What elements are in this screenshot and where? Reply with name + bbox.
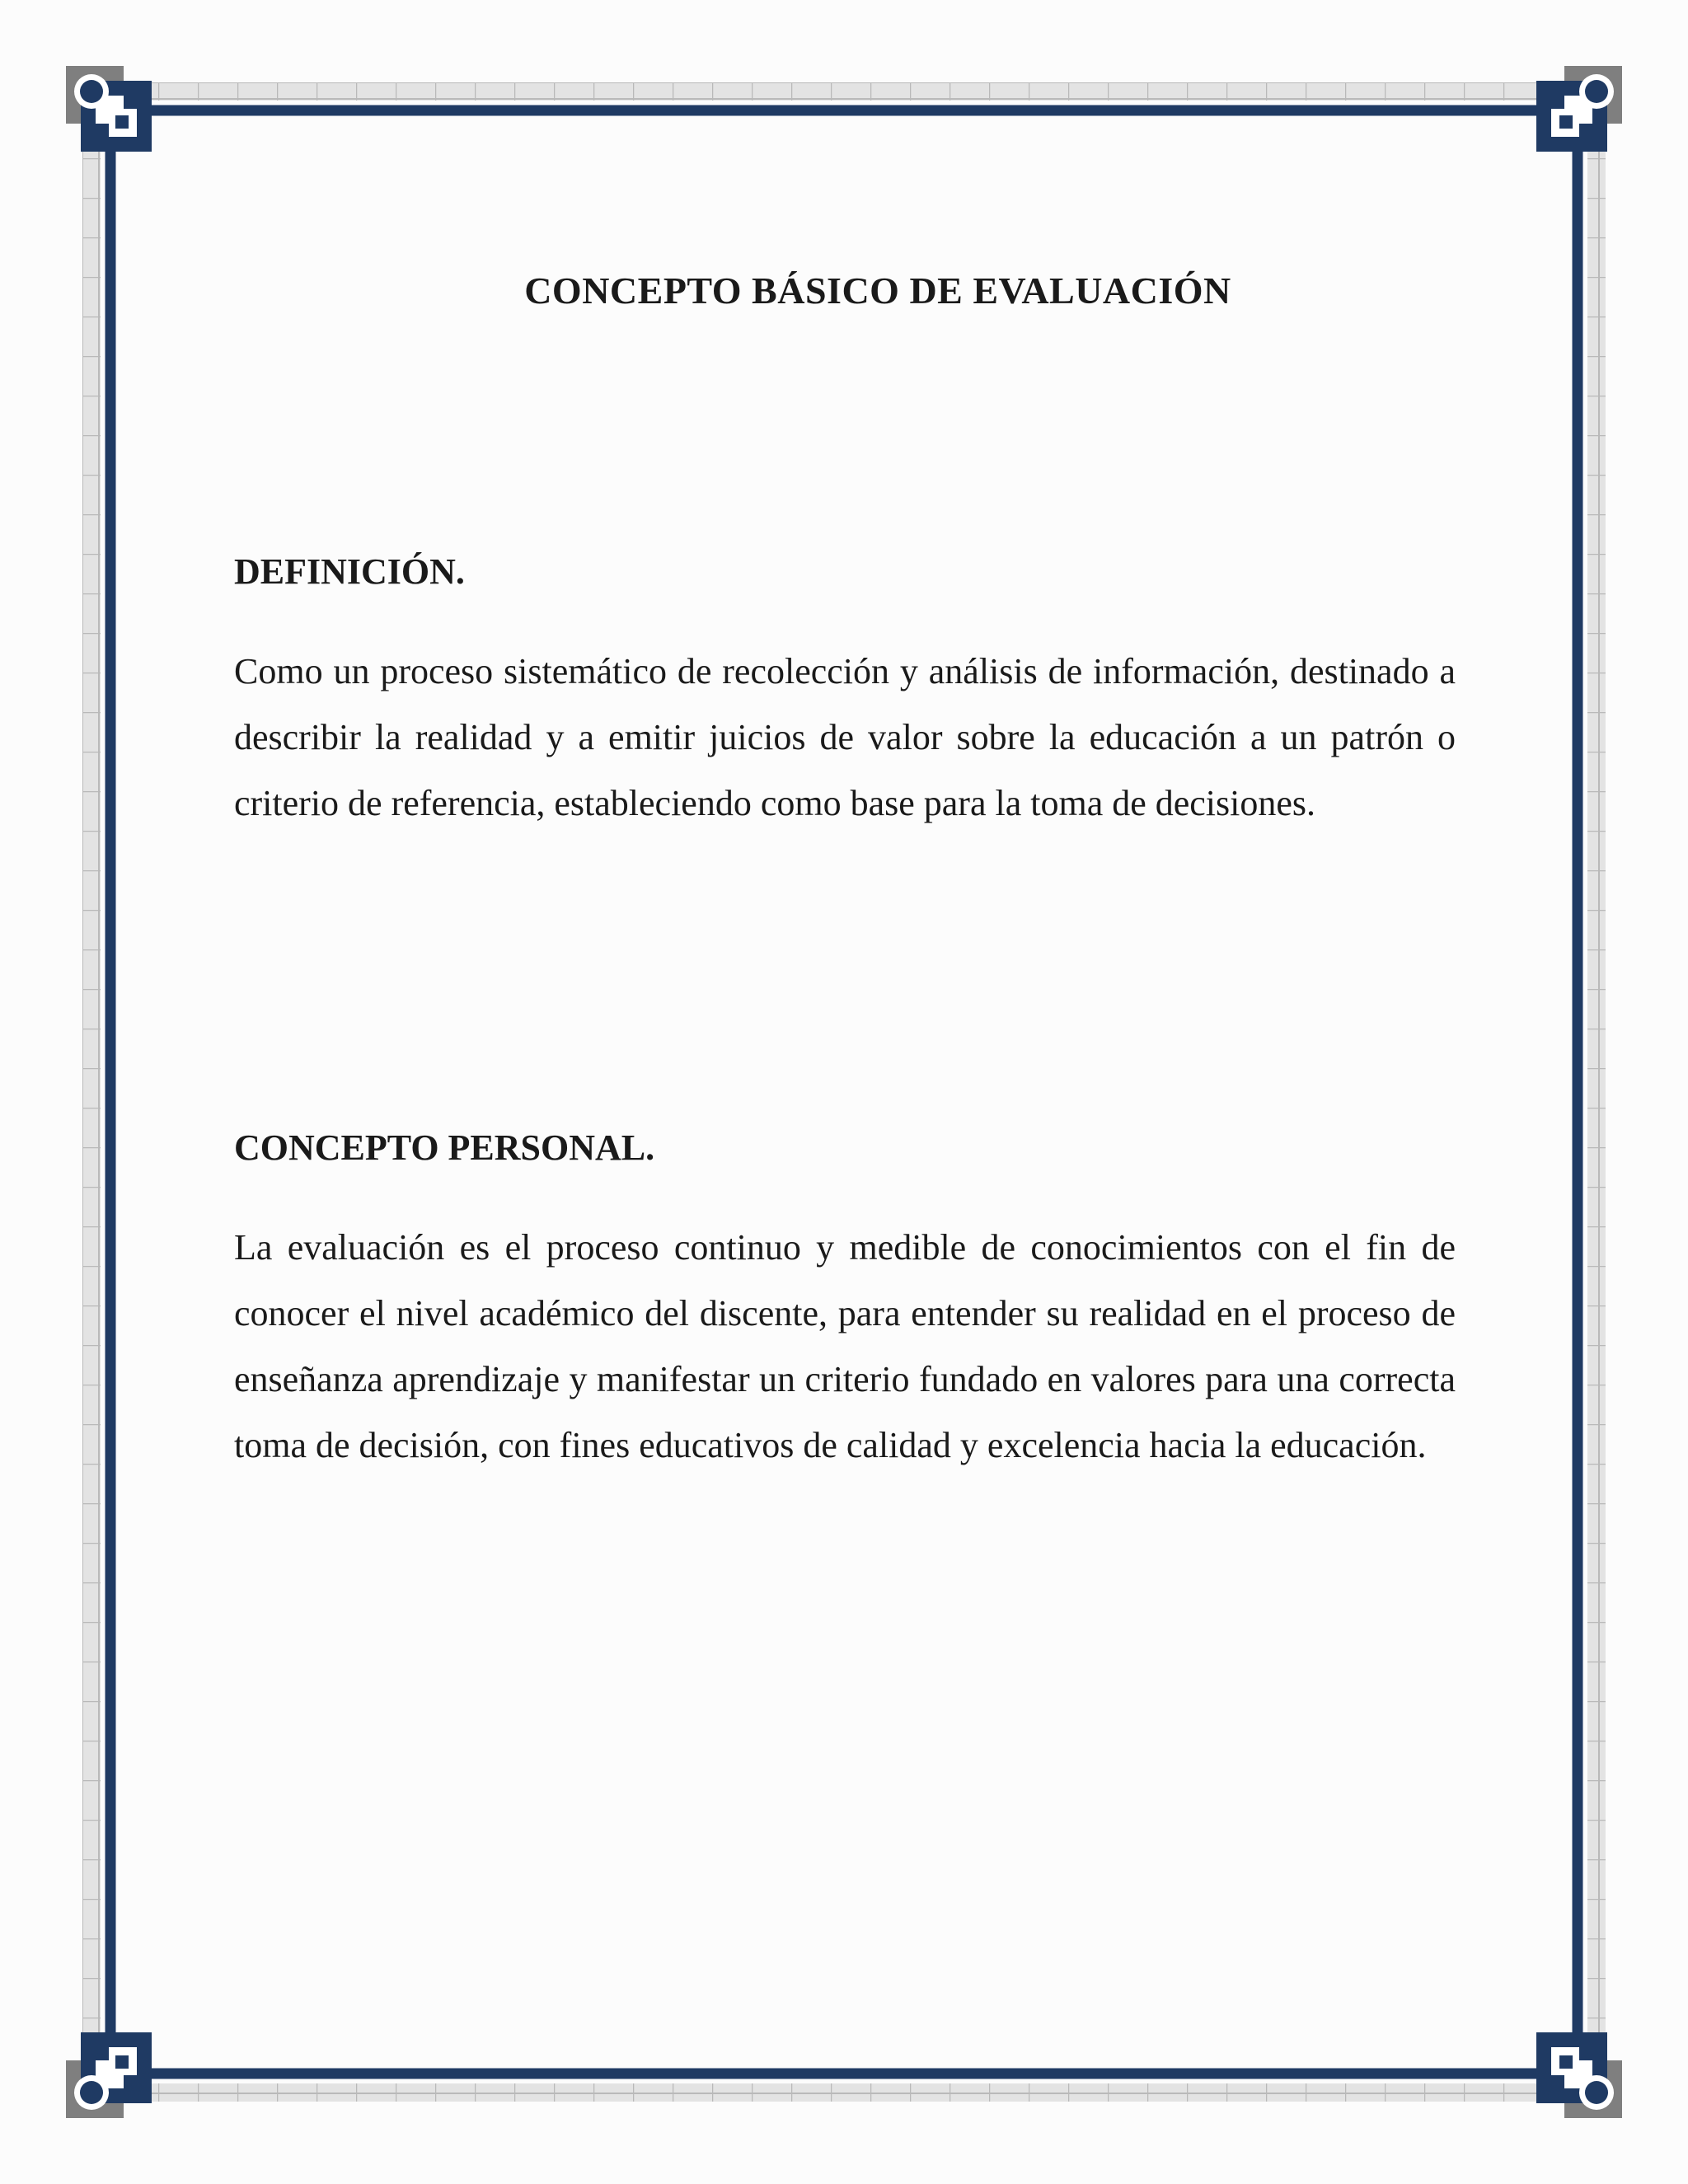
border-tiles-left: [82, 124, 101, 2060]
section-heading-concepto-personal: CONCEPTO PERSONAL.: [234, 1127, 655, 1168]
section-heading-definicion: DEFINICIÓN.: [234, 551, 465, 592]
border-tiles-top: [124, 82, 1564, 101]
section-body-concepto-personal: La evaluación es el proceso continuo y medible de conocimientos con el fin de conocer el nivel académico del discente, para entender su realidad en el proceso de enseñanza aprendizaje y manifestar un criterio fundado en valores para una correcta toma de decisión, con fines educativos de calidad y excelencia hacia la educación.: [234, 1227, 1456, 1465]
border-navy-frame: [110, 110, 1578, 2074]
corner-ornament-top-left: [66, 66, 152, 152]
section-body-definicion: Como un proceso sistemático de recolección y análisis de información, destinado a describir la realidad y a emitir juicios de valor sobre la educación a un patrón o criterio de referencia, estableciendo como base para la toma de decisiones.: [234, 651, 1456, 823]
corner-ornament-bottom-right: [1536, 2032, 1622, 2118]
corner-ornament-top-right: [1536, 66, 1622, 152]
border-tiles-bottom: [124, 2083, 1564, 2102]
corner-ornament-bottom-left: [66, 2032, 152, 2118]
page-title: CONCEPTO BÁSICO DE EVALUACIÓN: [524, 269, 1231, 312]
border-tiles-right: [1587, 124, 1606, 2060]
